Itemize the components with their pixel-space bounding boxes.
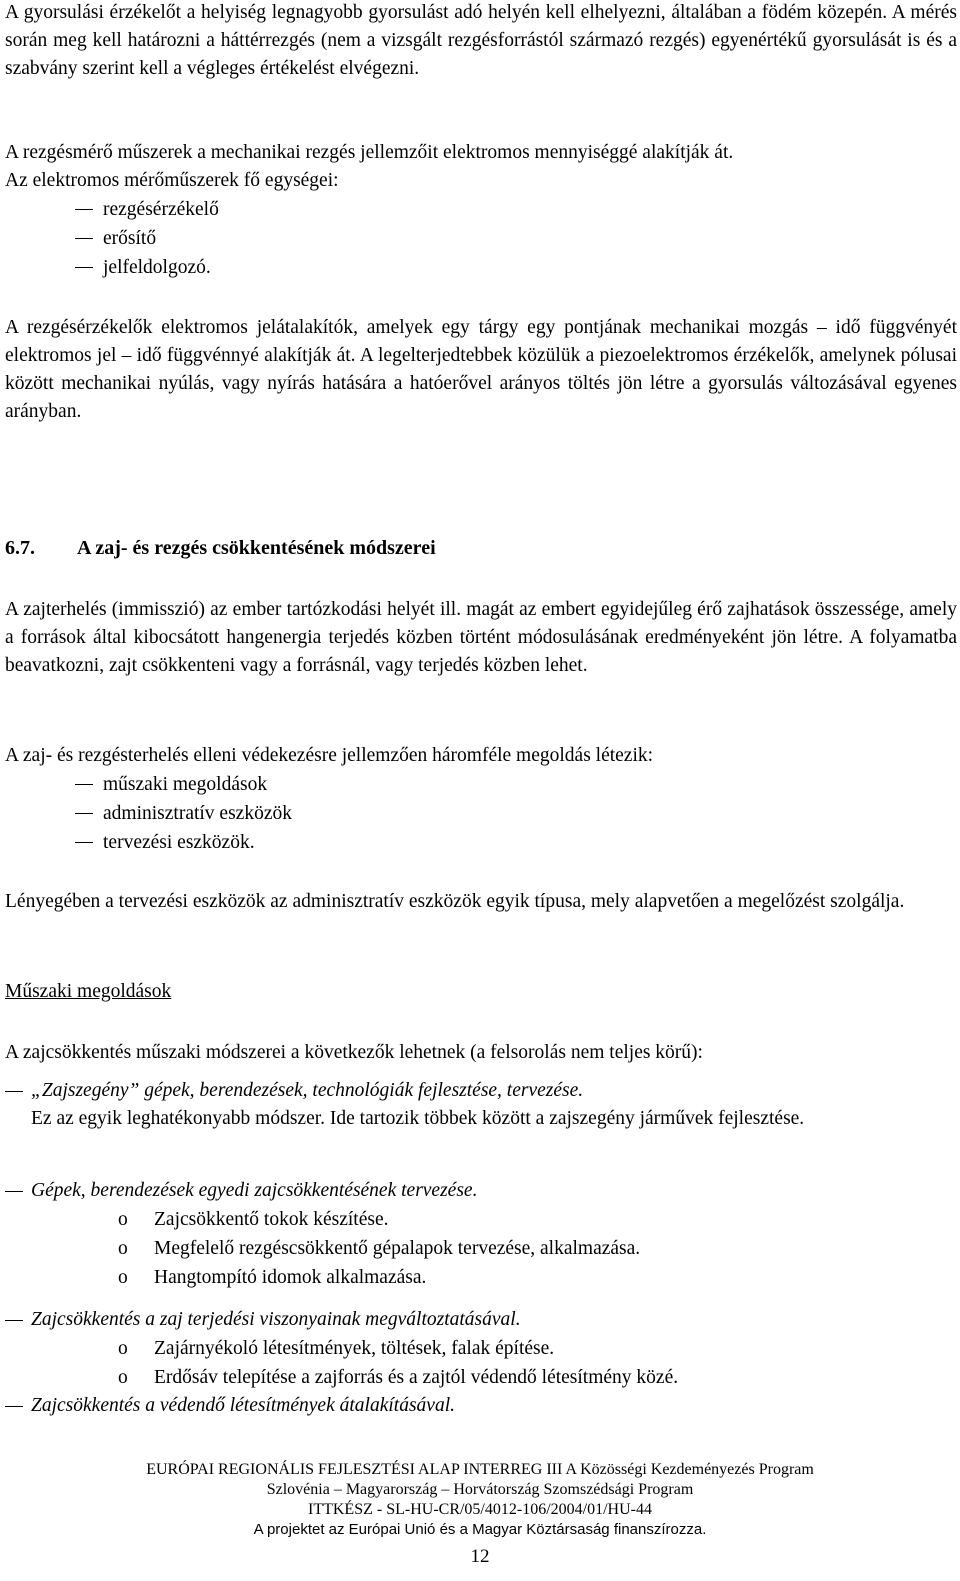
list-item: Zajcsökkentés a védendő létesítmények átalakításával. (5, 1392, 957, 1420)
dash-bullet (5, 1320, 23, 1321)
paragraph-measuring-instruments (5, 139, 957, 282)
section-number: 6.7. (5, 537, 35, 559)
dash-bullet (75, 813, 93, 814)
paragraph-noise-load: A zajterhelés (immisszió) az ember tartózkodási helyét ill. magát az embert egyidejűleg érő zajhatások összessége, amely a források által kibocsátott hangenergia terjedés közben történt módosulásának eredményeként jön létre. A folyamatba beavatkozni, zajt csökkenteni vagy a forrásnál, vagy terjedés közben lehet. (5, 599, 957, 676)
dash-bullet (75, 238, 93, 239)
list-item: o Zajárnyékoló létesítmények, töltések, falak építése. (5, 1334, 957, 1363)
paragraph-protection-solutions (5, 742, 957, 857)
list-item: o Erdősáv telepítése a zajforrás és a zajtól védendő létesítmény közé. (5, 1363, 957, 1392)
page-number: 12 (470, 1546, 490, 1567)
method-1-description: Ez az egyik leghatékonyabb módszer. Ide tartozik többek között a zajszegény járművek fejlesztése. (31, 1108, 805, 1129)
list-item: Zajcsökkentés a zaj terjedési viszonyainak megváltoztatásával. (5, 1306, 957, 1334)
list-item: o Zajcsökkentő tokok készítése. (5, 1205, 957, 1234)
method-3 (5, 1306, 957, 1420)
circle-bullet: o (118, 1238, 128, 1259)
paragraph-design-tools: Lényegében a tervezési eszközök az adminisztratív eszközök egyik típusa, mely alapvetően a megelőzést szolgálja. (5, 891, 905, 912)
paragraph-vibration-sensors: A rezgésérzékelők elektromos jelátalakítók, amelyek egy tárgy egy pontjának mechanikai mozgás – idő függvényét elektromos jel – idő függvénnyé alakítják át. A legelterjedtebbek közülük a piezoelektromos érzékelők, amelynek pólusai között mechanikai nyúlás, vagy nyírás hatására a hatóerővel arányos töltés jön létre a gyorsulás változásával egyenes arányban. (5, 317, 957, 422)
method-1 (5, 1077, 957, 1133)
footer-partnership: Szlovénia – Magyarország – Horvátország Szomszédsági Program (266, 1481, 694, 1498)
page-footer (0, 1460, 960, 1568)
dash-bullet (75, 209, 93, 210)
list-item: o Hangtompító idomok alkalmazása. (5, 1263, 957, 1292)
subheading-technical-solutions: Műszaki megoldások (5, 981, 172, 1002)
footer-project-code: ITTKÉSZ - SL-HU-CR/05/4012-106/2004/01/HU-44 (308, 1501, 652, 1518)
footer-funding: A projektet az Európai Unió és a Magyar Köztársaság finanszírozza. (253, 1521, 707, 1538)
method-2 (5, 1177, 957, 1292)
instruments-units-intro: Az elektromos mérőműszerek fő egységei: (5, 170, 339, 191)
list-item: erősítő (5, 224, 957, 253)
circle-bullet: o (118, 1367, 128, 1388)
section-title: A zaj- és rezgés csökkentésének módszerei (77, 537, 436, 559)
list-item: műszaki megoldások (5, 770, 957, 799)
paragraph-accelerometer-placement: A gyorsulási érzékelőt a helyiség legnagyobb gyorsulást adó helyén kell elhelyezni, általában a födém közepén. A mérés során meg kell határozni a háttérrezgés (nem a vizsgált rezgésforrástól származó rezgés) egyenértékű gyorsulását is és a szabvány szerint kell a végleges értékelést elvégezni. (5, 2, 957, 79)
footer-program: EURÓPAI REGIONÁLIS FEJLESZTÉSI ALAP INTERREG III A Közösségi Kezdeményezés Program (146, 1461, 814, 1478)
dash-bullet (5, 1191, 23, 1192)
list-item: rezgésérzékelő (5, 195, 957, 224)
circle-bullet: o (118, 1338, 128, 1359)
solutions-intro: A zaj- és rezgésterhelés elleni védekezésre jellemzően háromféle megoldás létezik: (5, 745, 654, 766)
list-item: jelfeldolgozó. (5, 253, 957, 282)
section-heading (5, 534, 957, 562)
list-item: adminisztratív eszközök (5, 799, 957, 828)
dash-bullet (5, 1406, 23, 1407)
list-item: tervezési eszközök. (5, 828, 957, 857)
circle-bullet: o (118, 1209, 128, 1230)
dash-bullet (5, 1091, 23, 1092)
dash-bullet (75, 784, 93, 785)
list-item: „Zajszegény” gépek, berendezések, technológiák fejlesztése, tervezése. (5, 1077, 957, 1105)
paragraph-technical-methods-intro: A zajcsökkentés műszaki módszerei a következők lehetnek (a felsorolás nem teljes körű): (5, 1042, 703, 1063)
circle-bullet: o (118, 1267, 128, 1288)
dash-bullet (75, 842, 93, 843)
dash-bullet (75, 267, 93, 268)
list-item: Gépek, berendezések egyedi zajcsökkentésének tervezése. (5, 1177, 957, 1205)
instruments-line: A rezgésmérő műszerek a mechanikai rezgés jellemzőit elektromos mennyiséggé alakítják át. (5, 142, 734, 163)
list-item: o Megfelelő rezgéscsökkentő gépalapok tervezése, alkalmazása. (5, 1234, 957, 1263)
